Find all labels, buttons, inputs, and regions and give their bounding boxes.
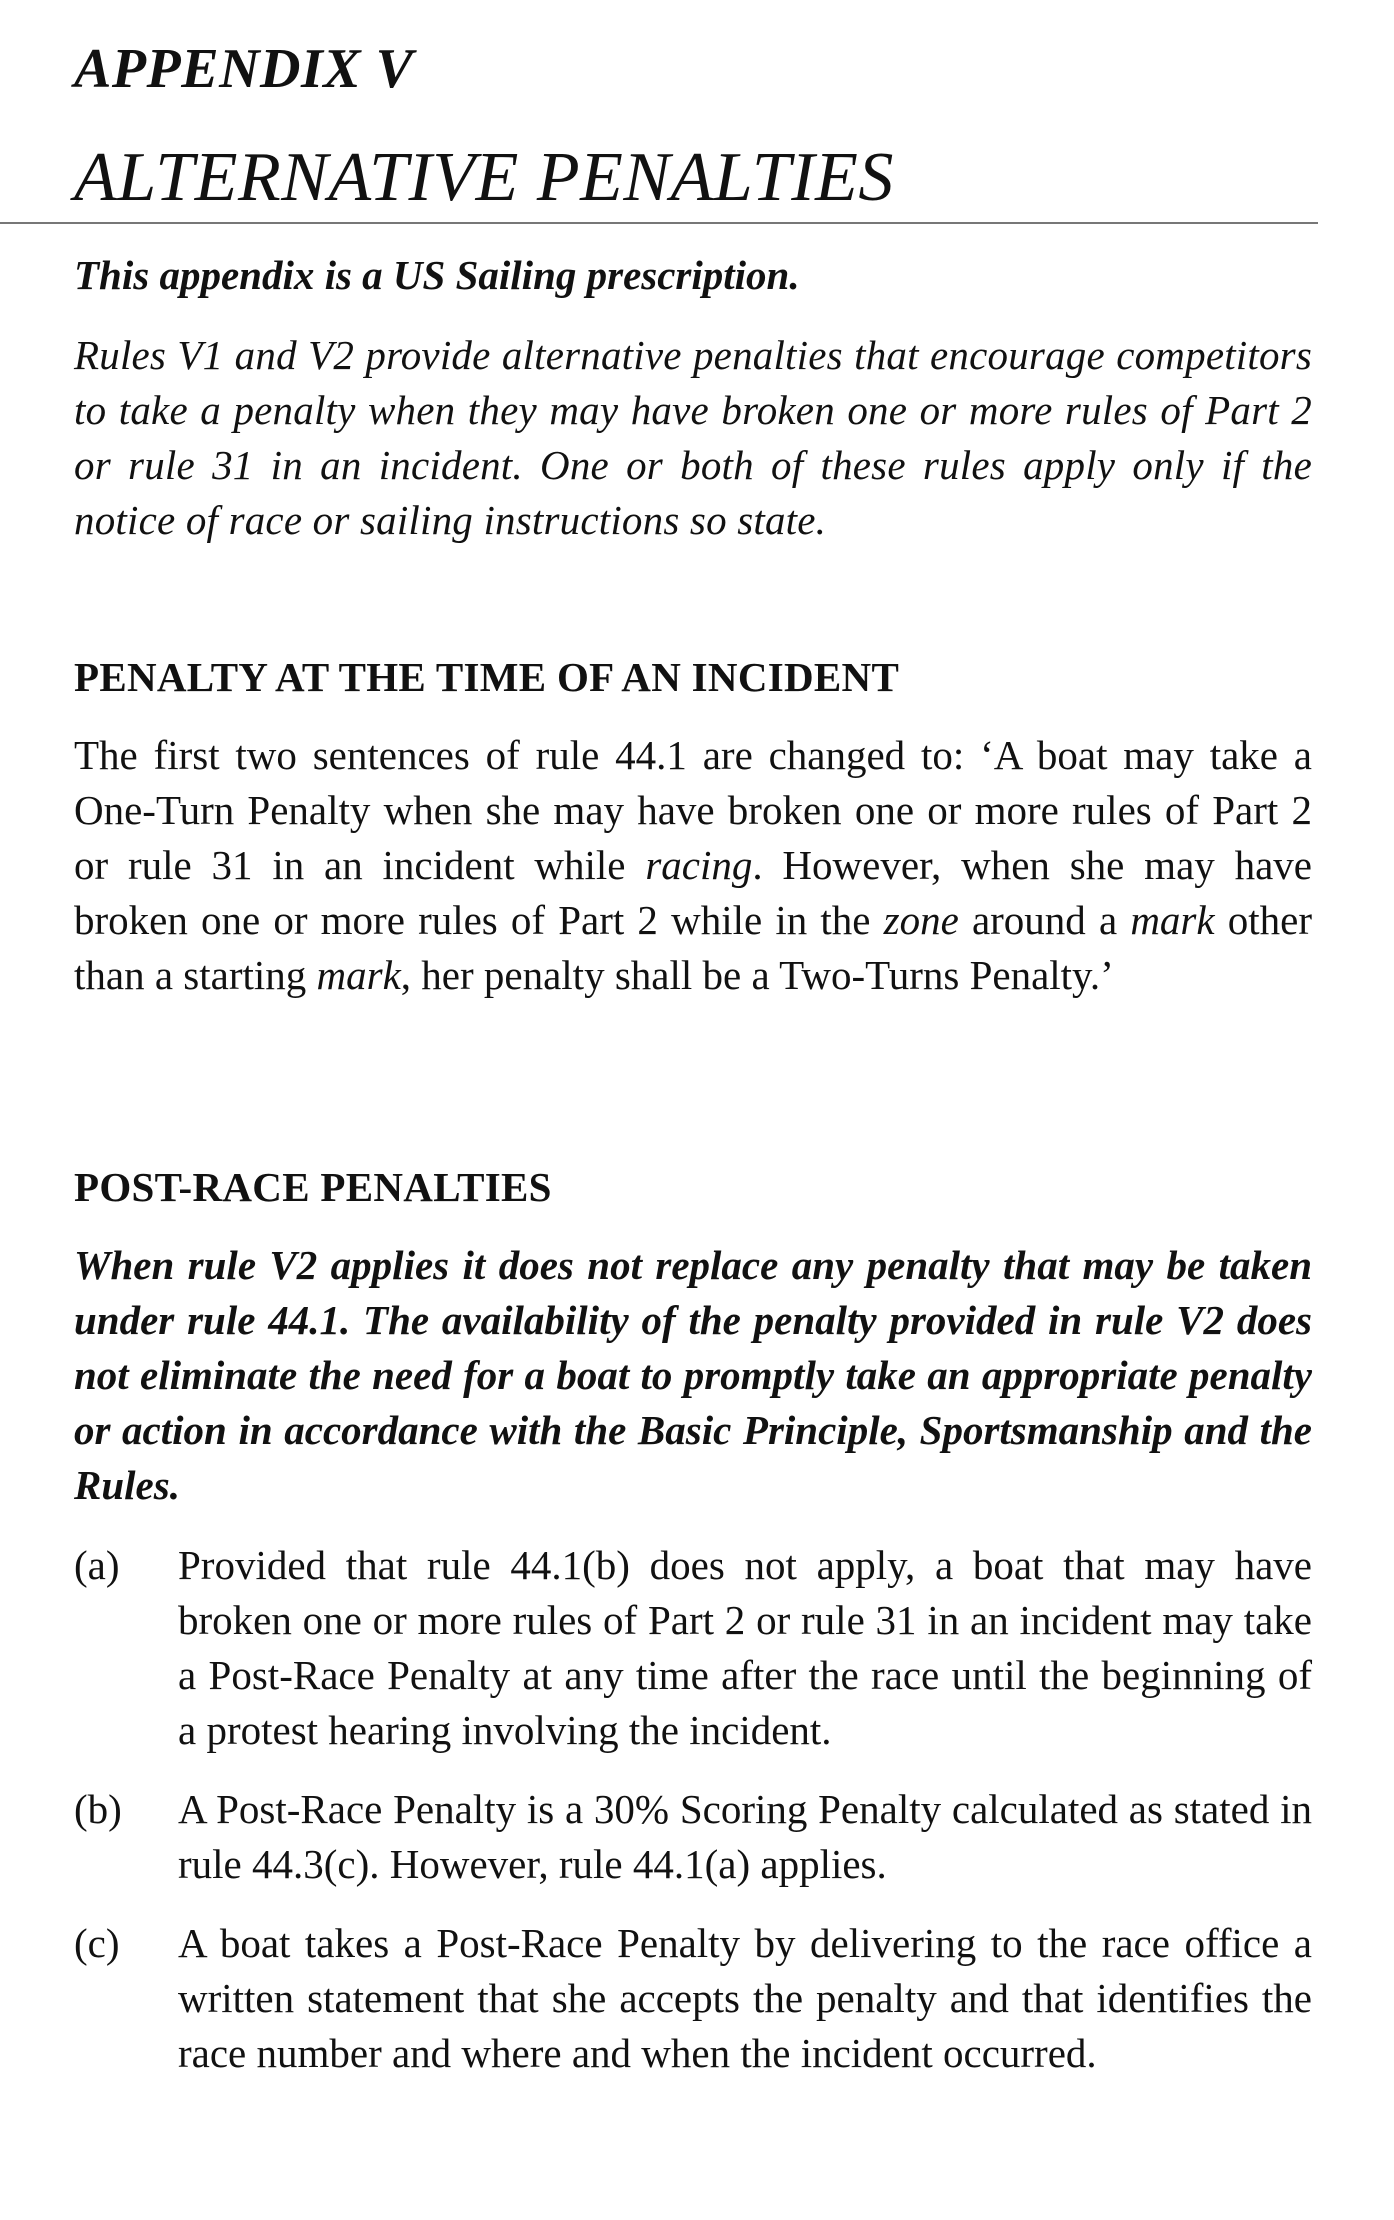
title-divider: [0, 222, 1318, 224]
prescription-note: This appendix is a US Sailing prescription.: [74, 252, 800, 298]
appendix-label: APPENDIX V: [74, 38, 414, 100]
list-marker: (a): [74, 1542, 120, 1588]
section-1-body: [74, 728, 1312, 1003]
section-heading-penalty-at-time: PENALTY AT THE TIME OF AN INCIDENT: [74, 654, 900, 700]
body-text: , her penalty shall be a Two-Turns Penalty.’: [400, 952, 1114, 998]
appendix-title: ALTERNATIVE PENALTIES: [74, 139, 894, 216]
defined-term-mark: mark: [1130, 897, 1215, 943]
list-item-text: A boat takes a Post-Race Penalty by delivering to the race office a written statement that she accepts the penalty and that identifies the race number and where and when the incident occurred.: [178, 1920, 1312, 2076]
list-marker: (c): [74, 1920, 120, 1966]
body-text: The first two sentences of rule 44.1 are changed to: ‘A boat may take a One-Turn Penalty when she may have broken one or more rules of Part 2 or rule 31 in an incident while: [74, 732, 1312, 888]
list-item-text: Provided that rule 44.1(b) does not apply, a boat that may have broken one or more rules of Part 2 or rule 31 in an incident may take a Post-Race Penalty at any time after the race until the beginning of a protest hearing involving the incident.: [178, 1542, 1312, 1753]
intro-paragraph: Rules V1 and V2 provide alternative penalties that encourage competitors to take a penalty when they may have broken one or more rules of Part 2 or rule 31 in an incident. One or both of these rules apply only if the notice of race or sailing instructions so state.: [74, 332, 1312, 543]
body-text: . However, when she may have broken one or more rules of Part 2 while in the: [74, 842, 1312, 943]
section-heading-post-race: POST-RACE PENALTIES: [74, 1164, 552, 1210]
defined-term-racing: racing: [645, 842, 753, 888]
list-marker: (b): [74, 1786, 122, 1832]
body-text: other than a starting: [74, 897, 1312, 998]
list-item-text: A Post-Race Penalty is a 30% Scoring Penalty calculated as stated in rule 44.3(c). However, rule 44.1(a) applies.: [178, 1786, 1312, 1887]
section-2-note: When rule V2 applies it does not replace any penalty that may be taken under rule 44.1. The availability of the penalty provided in rule V2 does not eliminate the need for a boat to promptly take an appropriate penalty or action in accordance with the Basic Principle, Sportsmanship and the Rules.: [74, 1242, 1312, 1508]
defined-term-zone: zone: [883, 897, 959, 943]
body-text: around a: [958, 897, 1131, 943]
defined-term-mark: mark: [316, 952, 401, 998]
